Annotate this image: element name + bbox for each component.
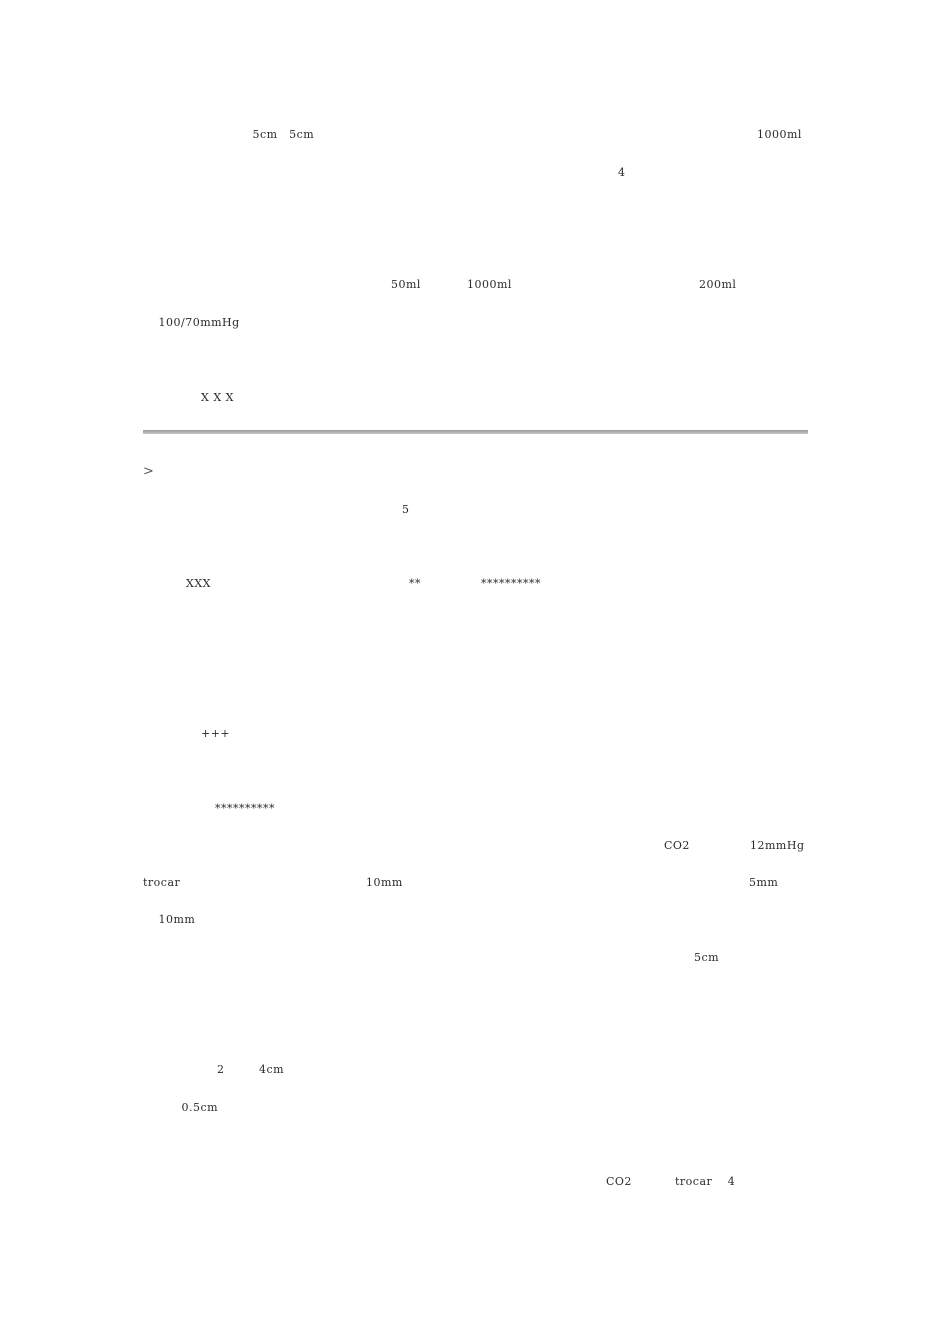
text-line [622, 128, 714, 142]
text-line [280, 577, 338, 591]
text-line [143, 1026, 695, 1040]
text-line: 0.5cm [143, 1101, 690, 1114]
text-line: XXX [186, 577, 250, 590]
text-line: 10mm [143, 913, 299, 926]
text-line [143, 1063, 201, 1077]
section-divider [143, 430, 808, 434]
text-line [143, 839, 557, 853]
text-line: 1000ml [757, 128, 814, 141]
text-line: ********** [481, 577, 541, 590]
text-line: CO2 [606, 1175, 667, 1188]
text-line: 5 [402, 503, 552, 516]
text-line [143, 391, 189, 405]
text-line [143, 1175, 534, 1189]
text-line: trocar 4 [675, 1175, 786, 1188]
text-line: 2 4cm [217, 1063, 745, 1076]
text-line: 5cm 5cm [237, 128, 426, 141]
text-line: X X X [201, 391, 234, 404]
text-line [143, 1138, 695, 1152]
text-line [143, 652, 270, 666]
text-line: 5mm [749, 876, 806, 889]
text-line: > [143, 464, 155, 479]
text-line [143, 128, 212, 142]
text-line: 50ml [391, 278, 456, 291]
text-line: 5cm [648, 951, 800, 964]
text-line [143, 1212, 201, 1226]
text-line [143, 577, 178, 591]
text-line [143, 204, 316, 218]
text-line: 100/70mmHg [143, 316, 401, 329]
text-line [143, 764, 224, 778]
text-line: ** [409, 577, 456, 590]
text-line [143, 989, 350, 1003]
text-line [143, 166, 511, 180]
text-line [143, 615, 350, 629]
text-line: +++ [201, 727, 231, 740]
text-line [143, 951, 546, 965]
text-line: ********** [215, 802, 275, 815]
text-line [172, 241, 540, 255]
text-line: 12mmHg [750, 839, 816, 852]
text-line [358, 577, 393, 591]
text-line [143, 802, 201, 816]
text-line [143, 689, 281, 703]
text-line [448, 128, 506, 142]
text-line: 1000ml [467, 278, 662, 291]
text-line [527, 128, 596, 142]
text-line [172, 278, 345, 292]
text-line: 4 [618, 166, 756, 179]
text-line: 10mm [366, 876, 691, 889]
text-line: trocar [143, 876, 323, 889]
text-line [143, 503, 350, 517]
text-line [143, 727, 189, 741]
text-line: CO2 [664, 839, 740, 852]
text-line: 200ml [699, 278, 794, 291]
